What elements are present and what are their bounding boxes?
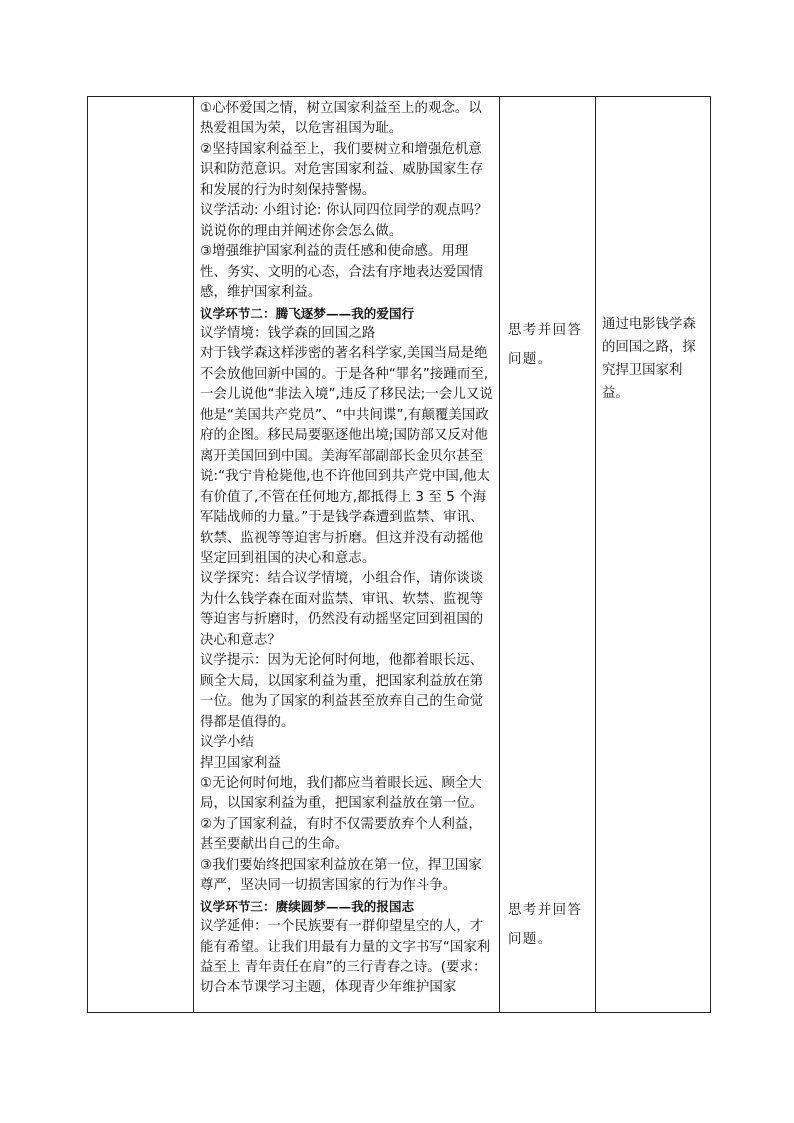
content-paragraph: ①心怀爱国之情，树立国家利益至上的观念。以热爱祖国为荣，以危害祖国为耻。 [200,101,482,137]
summary-point: ③我们要始终把国家利益放在第一位，捍卫国家尊严，坚决同一切损害国家的行为作斗争。 [200,857,482,894]
student-activity-cell [500,97,596,1013]
content-paragraph: 议学小结 [200,735,254,751]
stage-cell [88,97,194,1013]
design-note: 通过电影钱学森的回国之路，探究捍卫国家利益。 [602,317,696,401]
content-paragraph: 议学情境：钱学森的回国之路 [200,325,376,341]
table-row [88,97,711,1013]
content-paragraph: 议学延伸：一个民族要有一群仰望星空的人，才能有希望。让我们用最有力量的文字书写“国家利益至上 青年责任在肩”的三行青春之诗。(要求：切合本节课学习主题，体现青少年维护国家 [200,919,491,996]
student-note: 思考并回答问题。 [508,323,583,367]
section-heading: 议学环节三：赓续圆梦——我的报国志 [200,898,415,914]
content-paragraph: 捍卫国家利益 [200,755,281,771]
content-paragraph: ③增强维护国家利益的责任感和使命感。用理性、务实、文明的心态，合法有序地表达爱国情感，维护国家利益。 [200,244,484,301]
student-activity [500,97,595,1012]
lesson-plan-table [87,96,711,1013]
content-paragraph: 议学活动: 小组讨论: 你认同四位同学的观点吗？说说你的理由并阐述你会怎么做。 [200,203,488,239]
design-intent-cell [596,97,711,1013]
content-paragraph: 议学提示：因为无论何时何地，他都着眼长远、顾全大局，以国家利益为重，把国家利益放在第一位。他为了国家的利益甚至放弃自己的生命觉得都是值得的。 [200,653,484,730]
content-paragraph: 议学探究：结合议学情境，小组合作，请你谈谈为什么钱学森在面对监禁、审讯、软禁、监视等等迫害与折磨时，仍然没有动摇坚定回到祖国的决心和意志？ [200,571,484,648]
teaching-content [194,97,499,999]
summary-point: ①无论何时何地，我们都应当着眼长远、顾全大局，以国家利益为重，把国家利益放在第一位。 [200,775,484,812]
summary-point: ②为了国家利益，有时不仅需要放弃个人利益，甚至要献出自己的生命。 [200,816,482,853]
content-cell [194,97,500,1013]
section-heading: 议学环节二：腾飞逐梦——我的爱国行 [200,305,415,321]
content-paragraph: 对于钱学森这样涉密的著名科学家,美国当局是绝不会放他回新中国的。于是各种“罪名”接踵而至,一会儿说他“非法入境”,违反了移民法;一会儿又说他是“美国共产党员”、“中共间谍”,有颠覆美国政府的企图。移民局要驱逐他出境;国防部又反对他离开美国回到中国。美海军部副部长金贝尔甚至说:“我宁肯枪毙他,也不许他回到共产党中国,他太有价值了,不管在任何地方,都抵得上 3 至 5 个海军陆战师的力量。”于是钱学森遭到监禁、审讯、软禁、监视等等迫害与折磨。但这并没有动摇他坚定回到祖国的决心和意志。 [200,346,493,566]
student-note: 思考并回答问题。 [508,903,583,947]
content-paragraph: ②坚持国家利益至上，我们要树立和增强危机意识和防范意识。对危害国家利益、威胁国家生存和发展的行为时刻保持警惕。 [200,141,484,198]
